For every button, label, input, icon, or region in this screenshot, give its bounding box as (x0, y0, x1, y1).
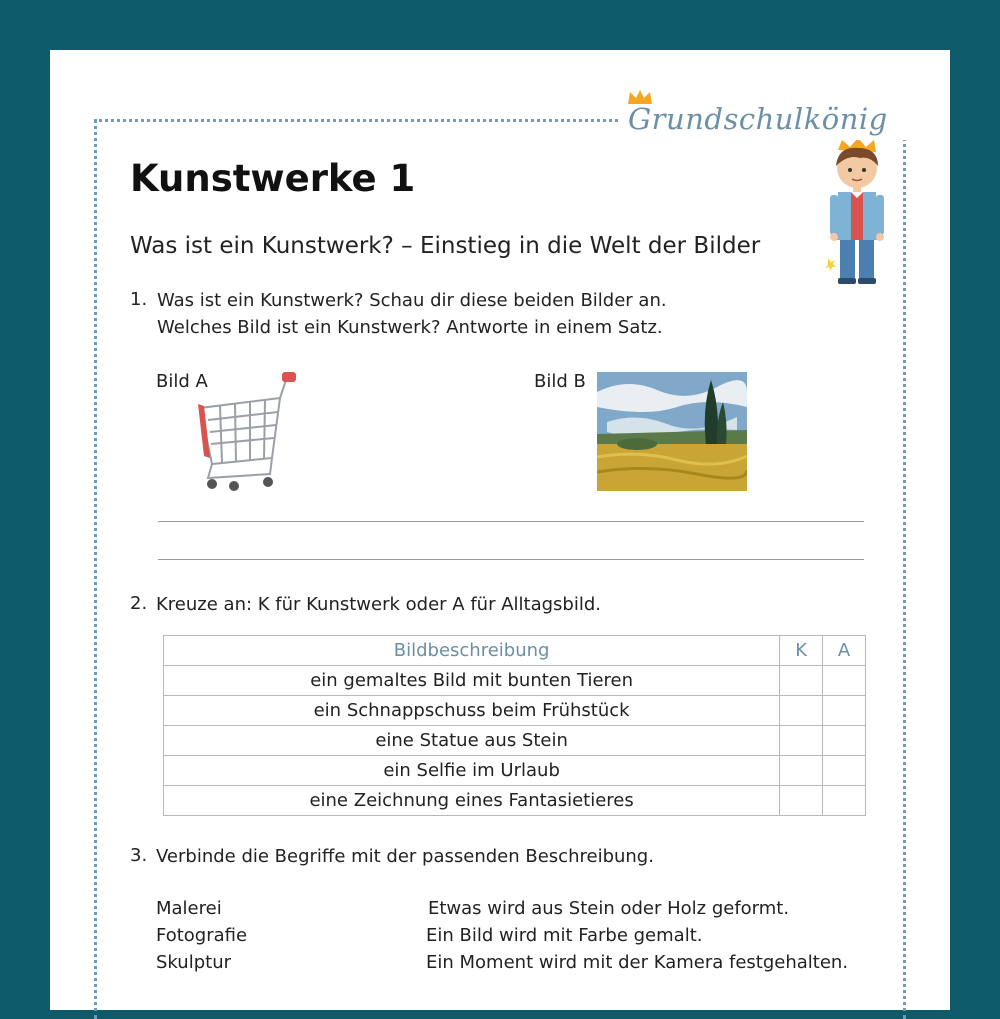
task-2-number: 2. (130, 593, 148, 614)
task-1-instructions (157, 287, 667, 341)
header-k: K (780, 636, 823, 666)
description-3[interactable]: Ein Moment wird mit der Kamera festgehalten. (426, 952, 849, 973)
task-3-number: 3. (130, 845, 148, 866)
image-b-label: Bild B (534, 371, 586, 392)
table-row (164, 786, 866, 816)
checkbox-a[interactable] (823, 696, 866, 726)
table-row (164, 696, 866, 726)
task-2-instructions: Kreuze an: K für Kunstwerk oder A für Alltagsbild. (156, 594, 601, 615)
page-title: Kunstwerke 1 (130, 157, 416, 200)
checkbox-k[interactable] (780, 756, 823, 786)
term-skulptur[interactable]: Skulptur (156, 952, 231, 973)
row-description: eine Statue aus Stein (164, 726, 780, 756)
checkbox-k[interactable] (780, 666, 823, 696)
task-1-line-2: Welches Bild ist ein Kunstwerk? Antworte in einem Satz. (157, 317, 663, 338)
image-a-label: Bild A (156, 371, 208, 392)
checkbox-a[interactable] (823, 786, 866, 816)
row-description: ein Schnappschuss beim Frühstück (164, 696, 780, 726)
table-row (164, 756, 866, 786)
checkbox-a[interactable] (823, 756, 866, 786)
checkbox-k[interactable] (780, 696, 823, 726)
boy-mascot-illustration (820, 140, 900, 290)
row-description: eine Zeichnung eines Fantasietieres (164, 786, 780, 816)
shopping-cart-image (190, 368, 300, 496)
description-2[interactable]: Ein Bild wird mit Farbe gemalt. (426, 925, 703, 946)
task-1-number: 1. (130, 289, 148, 310)
checkbox-k[interactable] (780, 726, 823, 756)
page-subtitle: Was ist ein Kunstwerk? – Einstieg in die Welt der Bilder (130, 233, 761, 259)
wheat-field-painting (597, 372, 747, 491)
table-row (164, 666, 866, 696)
answer-line-1[interactable] (158, 521, 864, 522)
task-3-instructions: Verbinde die Begriffe mit der passenden Beschreibung. (156, 846, 654, 867)
checkbox-a[interactable] (823, 666, 866, 696)
row-description: ein Selfie im Urlaub (164, 756, 780, 786)
header-description: Bildbeschreibung (164, 636, 780, 666)
header-a: A (823, 636, 866, 666)
task-1-line-1: Was ist ein Kunstwerk? Schau dir diese beiden Bilder an. (157, 290, 667, 311)
table-header-row (164, 636, 866, 666)
brand-name: Grundschulkönig (628, 102, 888, 136)
term-malerei[interactable]: Malerei (156, 898, 222, 919)
classification-table (163, 635, 866, 816)
checkbox-a[interactable] (823, 726, 866, 756)
worksheet-page (50, 50, 950, 1010)
answer-line-2[interactable] (158, 559, 864, 560)
table-row (164, 726, 866, 756)
description-1[interactable]: Etwas wird aus Stein oder Holz geformt. (428, 898, 790, 919)
brand-logo (620, 100, 920, 140)
checkbox-k[interactable] (780, 786, 823, 816)
row-description: ein gemaltes Bild mit bunten Tieren (164, 666, 780, 696)
term-fotografie[interactable]: Fotografie (156, 925, 248, 946)
